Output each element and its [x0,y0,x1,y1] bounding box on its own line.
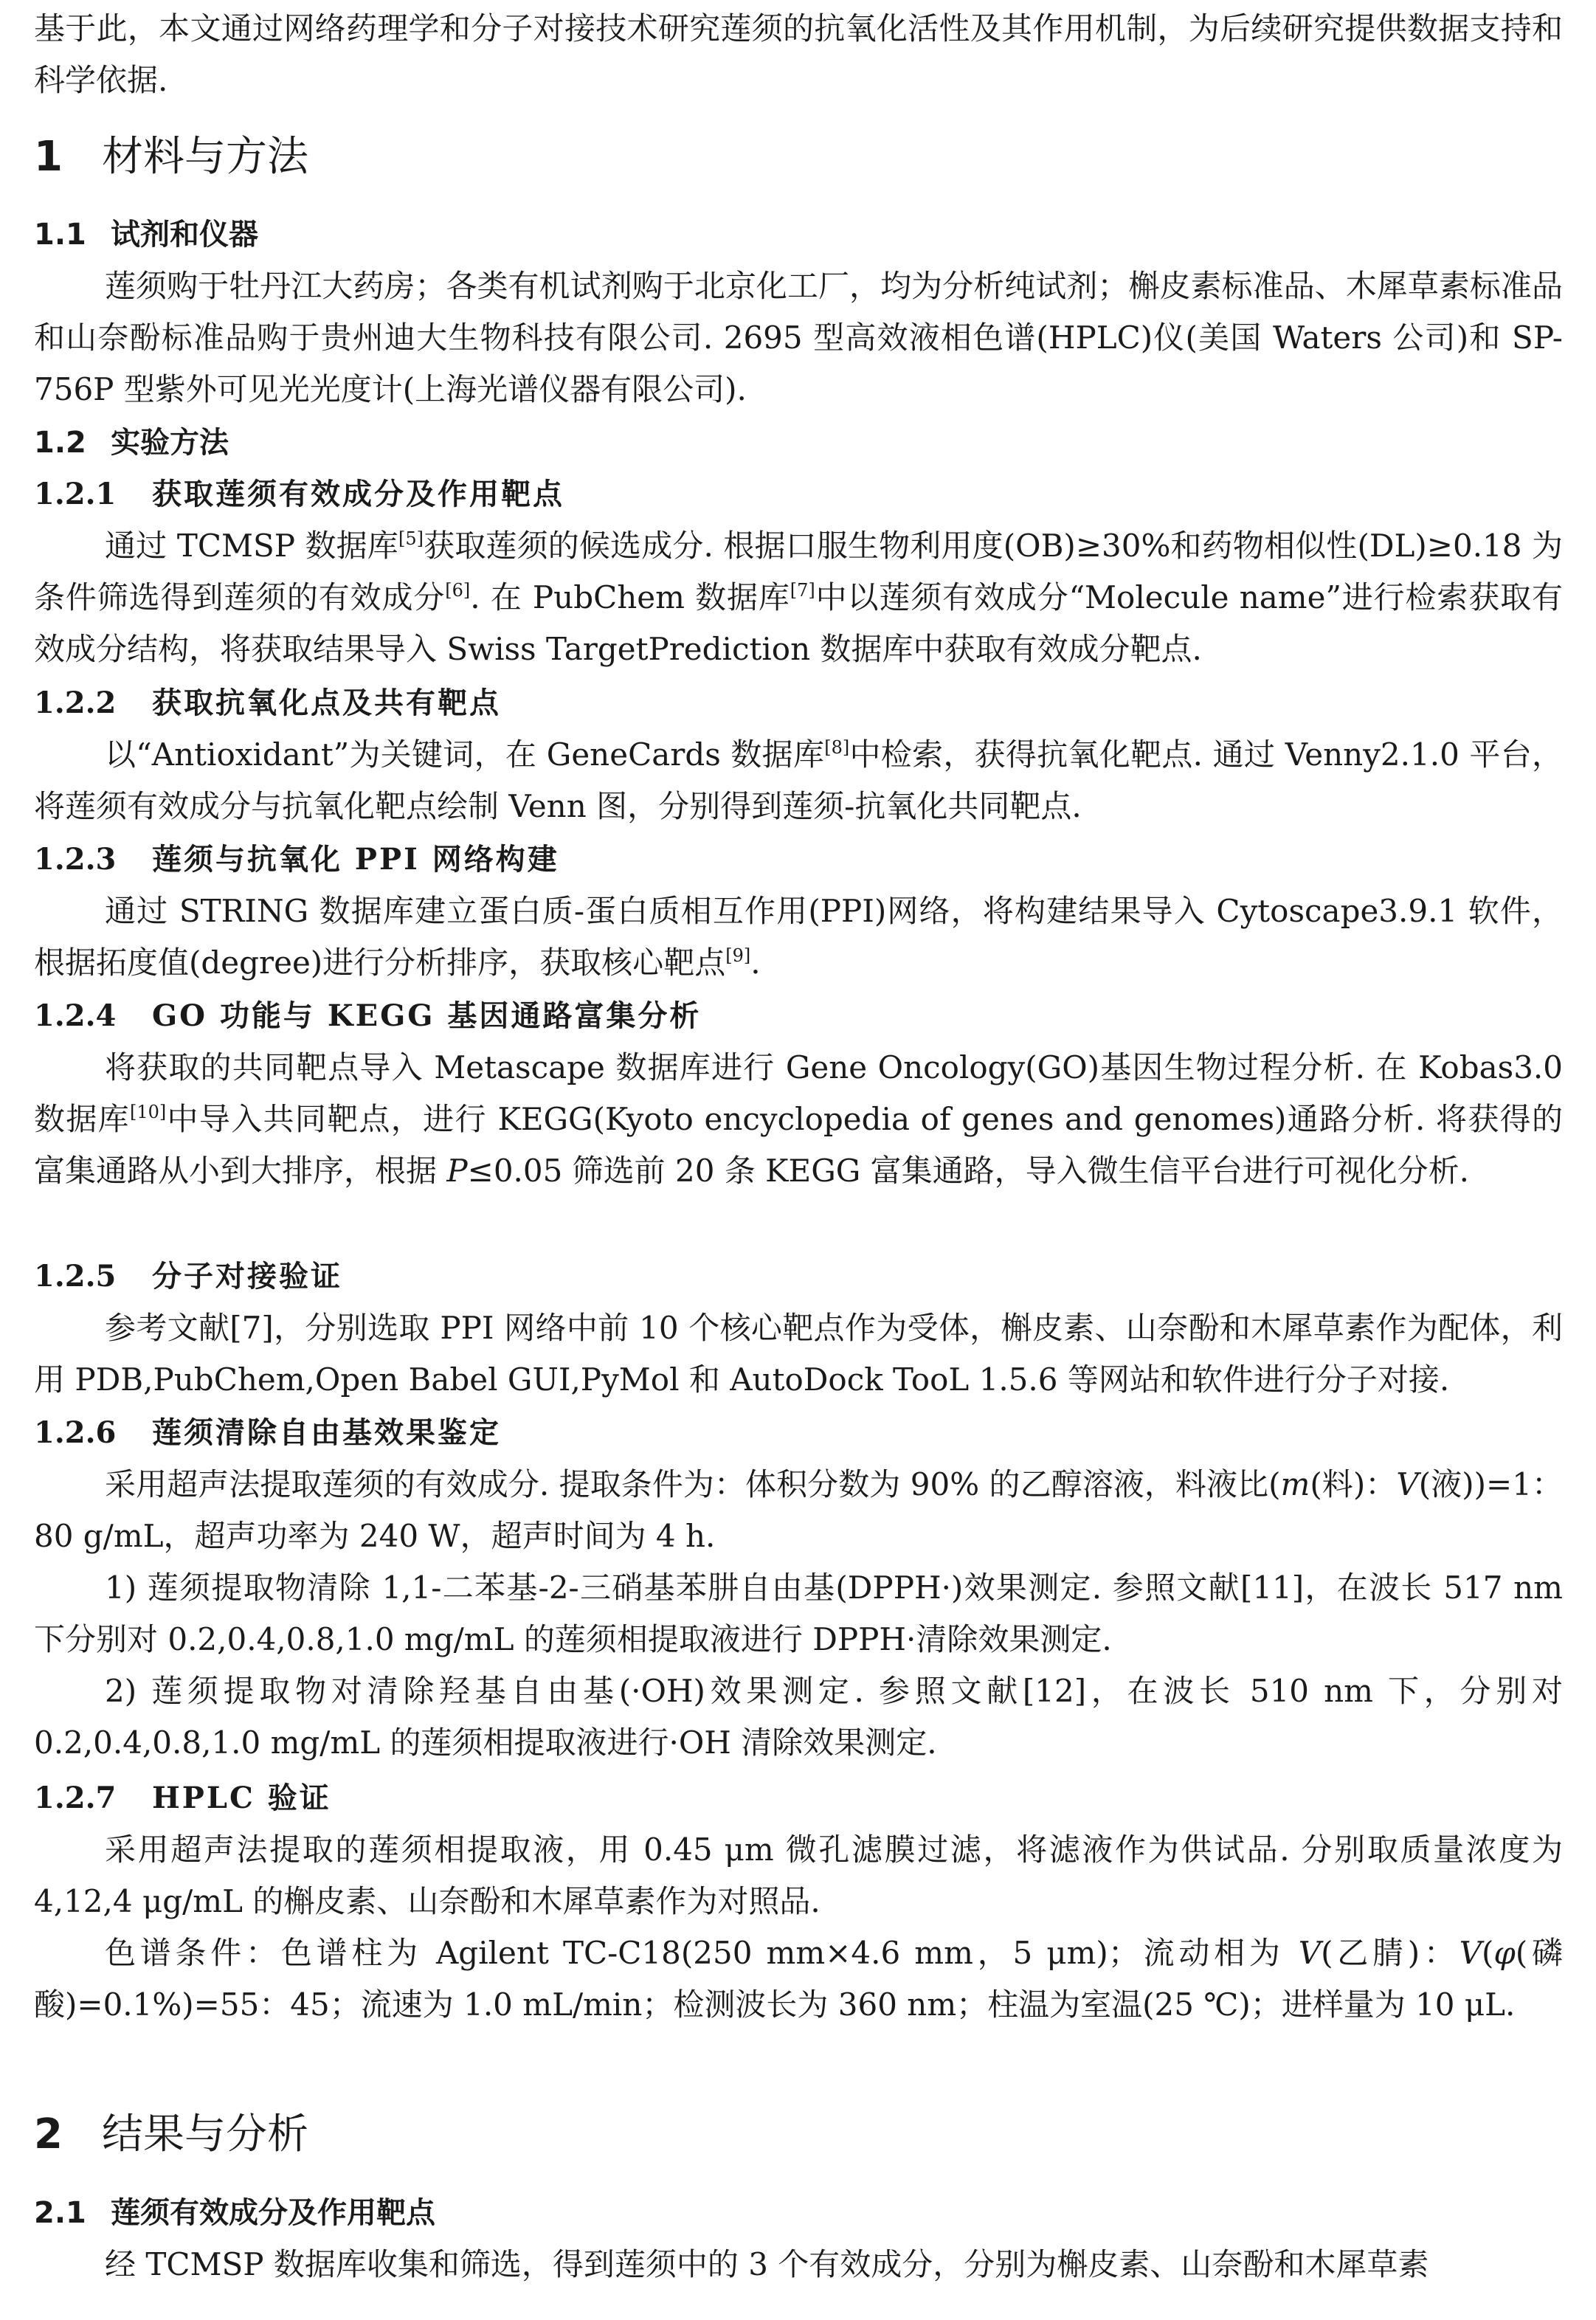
text-run: 中检索，获得抗氧化靶点. 通过 Venny2.1.0 平台，将莲须有效成分与抗氧化靶点绘制 Venn 图，分别得到莲须-抗氧化共同靶点. [34,736,1563,824]
citation: [9] [725,945,751,966]
italic-symbol: V [1459,1935,1482,1971]
subsection-title: 实验方法 [111,426,229,460]
subsubsection-1-2-1 [34,469,1563,675]
section-1-heading [34,131,1563,183]
text-run: 通过 TCMSP 数据库 [105,528,398,564]
text-run: 获取莲须的候选成分. 根据口服生物利用度(OB)≥30%和药物相似性(DL)≥0.18 为条件筛选得到莲须的有效成分 [34,528,1563,615]
citation: [10] [129,1102,167,1122]
citation: [7] [790,580,815,601]
subsection-1-1 [34,209,1563,415]
section-title: 结果与分析 [102,2110,308,2158]
text-run: 采用超声法提取莲须的有效成分. 提取条件为：体积分数为 90% 的乙醇溶液，料液比( [105,1466,1281,1502]
text-run: 中以莲须有效成分“Molecule name”进行检索获取有效成分结构，将获取结果导入 Swiss TargetPrediction 数据库中获取有效成分靶点. [34,579,1563,667]
subsection-2-1 [34,2187,1563,2290]
text-run: 将获取的共同靶点导入 Metascape 数据库进行 Gene Oncology(GO)基因生物过程分析. 在 Kobas3.0 数据库 [34,1049,1563,1137]
paragraph [34,729,1563,832]
citation: [6] [445,580,471,601]
subsubsection-number: 1.2.2 [34,686,117,720]
italic-symbol: m [1280,1466,1310,1502]
text-run: (液))=1：80 g/mL，超声功率为 240 W，超声时间为 4 h. [34,1466,1563,1554]
subsubsection-1-2-4 [34,990,1563,1197]
subsection-number: 2.1 [34,2196,86,2230]
section-number: 2 [34,2110,63,2158]
subsection-1-2 [34,417,1563,469]
subsubsection-1-2-7 [34,1772,1563,2031]
intro-block [34,3,1563,106]
subsubsection-1-2-2 [34,677,1563,832]
paragraph: 采用超声法提取的莲须相提取液，用 0.45 μm 微孔滤膜过滤，将滤液作为供试品. 分别取质量浓度为 4,12,4 μg/mL 的槲皮素、山奈酚和木犀草素作为对照品. [34,1832,1563,1919]
italic-symbol: φ [1493,1935,1516,1971]
subsubsection-1-2-6 [34,1407,1563,1769]
text-run: ( [1482,1935,1494,1971]
paragraph: 莲须购于牡丹江大药房；各类有机试剂购于北京化工厂，均为分析纯试剂；槲皮素标准品、木犀草素标准品和山奈酚标准品购于贵州迪大生物科技有限公司. 2695 型高效液相色谱(HPLC)仪(美国 Waters 公司)和 SP-756P 型紫外可见光光度计(上海光谱仪器有限公司). [34,268,1563,407]
text-run: . [750,945,761,981]
subsubsection-title: 莲须清除自由基效果鉴定 [152,1415,501,1450]
subsubsection-title: 获取莲须有效成分及作用靶点 [152,477,564,511]
subsubsection-number: 1.2.5 [34,1259,117,1294]
italic-symbol: V [1396,1466,1419,1502]
subsubsection-1-2-3 [34,834,1563,989]
paragraph: 1) 莲须提取物清除 1,1-二苯基-2-三硝基苯肼自由基(DPPH·)效果测定. 参照文献[11]，在波长 517 nm 下分别对 0.2,0.4,0.8,1.0 mg/mL 的莲须相提取液进行 DPPH·清除效果测定. [34,1570,1563,1657]
italic-symbol: P [446,1153,468,1189]
paragraph [34,1042,1563,1197]
subsubsection-1-2-5 [34,1251,1563,1406]
paragraph [34,1927,1563,2031]
subsubsection-number: 1.2.7 [34,1781,117,1815]
citation: [5] [398,528,424,549]
subsection-number: 1.2 [34,426,86,460]
paragraph: 经 TCMSP 数据库收集和筛选，得到莲须中的 3 个有效成分，分别为槲皮素、山奈酚和木犀草素 [105,2246,1429,2282]
section-title: 材料与方法 [102,133,308,181]
intro-paragraph: 基于此，本文通过网络药理学和分子对接技术研究莲须的抗氧化活性及其作用机制，为后续研究提供数据支持和科学依据. [34,10,1563,98]
subsubsection-title: 分子对接验证 [152,1259,342,1294]
text-run: 通过 STRING 数据库建立蛋白质-蛋白质相互作用(PPI)网络，将构建结果导入 Cytoscape3.9.1 软件，根据拓度值(degree)进行分析排序，获取核心靶点 [34,893,1563,981]
paragraph: 2) 莲须提取物对清除羟基自由基(·OH)效果测定. 参照文献[12]，在波长 510 nm 下，分别对 0.2,0.4,0.8,1.0 mg/mL 的莲须相提取液进行·OH 清除效果测定. [34,1673,1563,1761]
subsubsection-title: 莲须与抗氧化 PPI 网络构建 [152,842,559,877]
section-2-heading [34,2109,1563,2161]
subsubsection-number: 1.2.6 [34,1415,117,1450]
text-run: . 在 PubChem 数据库 [470,579,790,615]
subsubsection-number: 1.2.3 [34,842,117,877]
italic-symbol: V [1298,1935,1322,1971]
text-run: 中导入共同靶点，进行 KEGG(Kyoto encyclopedia of genes and genomes)通路分析. 将获得的富集通路从小到大排序，根据 [34,1101,1563,1189]
subsection-title: 试剂和仪器 [111,218,258,252]
section-number: 1 [34,133,63,181]
paragraph [34,885,1563,989]
paragraph [34,1459,1563,1562]
text-run: (乙腈)： [1321,1935,1459,1971]
text-run: (料)： [1310,1466,1397,1502]
text-run: ≤0.05 筛选前 20 条 KEGG 富集通路，导入微生信平台进行可视化分析. [467,1153,1470,1189]
paragraph [34,520,1563,675]
subsubsection-title: HPLC 验证 [152,1781,331,1815]
subsubsection-number: 1.2.1 [34,477,117,511]
paragraph: 参考文献[7]，分别选取 PPI 网络中前 10 个核心靶点作为受体，槲皮素、山奈酚和木犀草素作为配体，利用 PDB,PubChem,Open Babel GUI,PyMol 和 AutoDock TooL 1.5.6 等网站和软件进行分子对接. [34,1310,1563,1398]
subsection-title: 莲须有效成分及作用靶点 [111,2196,435,2230]
subsubsection-title: GO 功能与 KEGG 基因通路富集分析 [152,998,702,1033]
subsubsection-title: 获取抗氧化点及共有靶点 [152,686,501,720]
citation: [8] [824,737,850,758]
text-run: (磷酸)=0.1%)=55：45；流速为 1.0 mL/min；检测波长为 360 nm；柱温为室温(25 ℃)；进样量为 10 μL. [34,1935,1563,2023]
subsubsection-number: 1.2.4 [34,998,117,1033]
text-run: 色谱条件：色谱柱为 Agilent TC-C18(250 mm×4.6 mm，5 μm)；流动相为 [105,1935,1299,1971]
text-run: 以“Antioxidant”为关键词，在 GeneCards 数据库 [105,736,825,773]
subsection-number: 1.1 [34,218,86,252]
